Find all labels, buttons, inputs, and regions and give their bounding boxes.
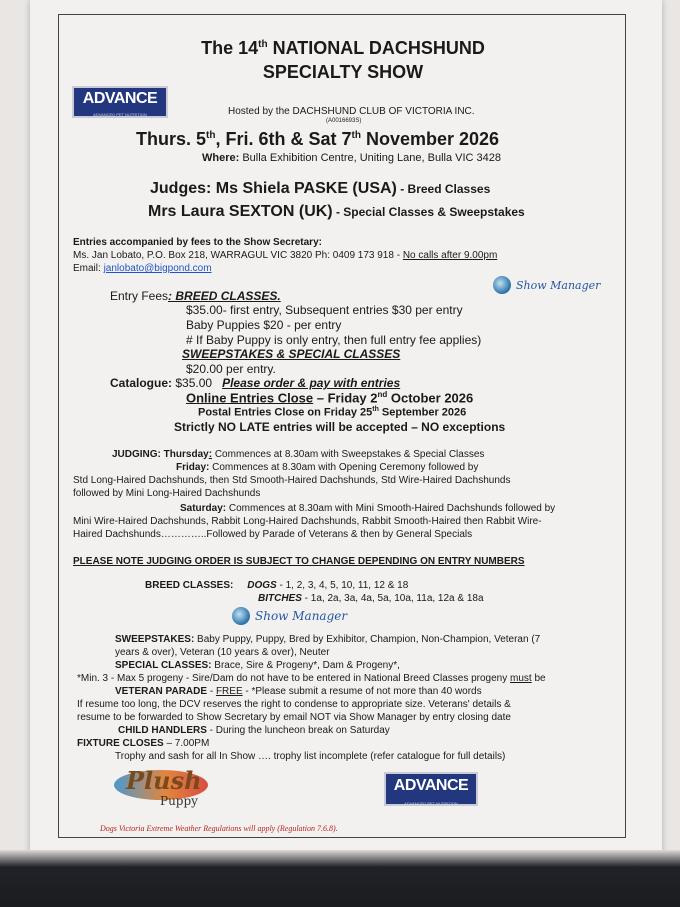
show-manager-logo-top: Show Manager xyxy=(493,276,600,294)
judge-2: Mrs Laura SEXTON (UK) - Special Classes & Sweepstakes xyxy=(148,203,525,220)
show-manager-logo-middle: Show Manager xyxy=(232,607,347,625)
judging-friday-l2: Std Long-Haired Dachshunds, then Std Smooth-Haired Dachshunds, Std Wire-Haired Dachshunds xyxy=(73,475,511,486)
advance-logo-top: ADVANCE ADVANCED PET NUTRITION xyxy=(72,86,168,118)
judging-saturday-l2: Mini Wire-Haired Dachshunds, Rabbit Long-Haired Dachshunds, Rabbit Smooth-Haired then Rabbit Wire- xyxy=(73,516,542,527)
flyer-title-line2: SPECIALTY SHOW xyxy=(262,62,424,82)
breed-classes-dogs: BREED CLASSES: DOGS - 1, 2, 3, 4, 5, 10, 11, 12 & 18 xyxy=(145,580,409,591)
fee-line-1: $35.00- first entry, Subsequent entries $30 per entry xyxy=(186,303,463,317)
fee-line-2: Baby Puppies $20 - per entry xyxy=(186,318,342,332)
judging-saturday: Saturday: Commences at 8.30am with Mini Smooth-Haired Dachshunds followed by xyxy=(180,503,556,514)
trophy-note: Trophy and sash for all In Show …. trophy list incomplete (refer catalogue for full details) xyxy=(115,751,506,762)
online-close: Online Entries Close – Friday 2nd October 2026 xyxy=(186,390,474,406)
judging-order-note: PLEASE NOTE JUDGING ORDER IS SUBJECT TO CHANGE DEPENDING ON ENTRY NUMBERS xyxy=(73,556,525,567)
breed-classes-bitches: BITCHES - 1a, 2a, 3a, 4a, 5a, 10a, 11a, 12a & 18a xyxy=(258,593,484,604)
plush-puppy-logo: Plush Puppy xyxy=(112,766,212,814)
advance-logo-bottom: ADVANCE ADVANCED PET NUTRITION xyxy=(384,772,478,806)
entry-fees-heading: Entry Fees: BREED CLASSES. xyxy=(110,289,281,303)
entries-heading: Entries accompanied by fees to the Show Secretary: xyxy=(73,237,322,248)
catalogue-line: Catalogue: $35.00 Please order & pay with entries xyxy=(110,376,401,390)
judging-friday: Friday: Commences at 8.30am with Opening Ceremony followed by xyxy=(176,462,479,473)
show-dates: Thurs. 5th, Fri. 6th & Sat 7th November 2026 xyxy=(136,129,500,149)
host-registration: (A0016693S) xyxy=(326,118,362,124)
flyer-title-line1: The 14th NATIONAL DACHSHUND xyxy=(201,38,485,58)
child-handlers: CHILD HANDLERS - During the luncheon break on Saturday xyxy=(118,725,390,736)
special-classes: SPECIAL CLASSES: Brace, Sire & Progeny*, Dam & Progeny*, xyxy=(115,660,400,671)
globe-icon xyxy=(232,607,250,625)
veteran-parade: VETERAN PARADE - FREE - *Please submit a resume of not more than 40 words xyxy=(115,686,482,697)
sweepstakes-fee: $20.00 per entry. xyxy=(186,362,276,376)
no-late-entries: Strictly NO LATE entries will be accepted – NO exceptions xyxy=(174,420,506,434)
secretary-email: Email: janlobato@bigpond.com xyxy=(73,263,212,274)
judging-saturday-l3: Haired Dachshunds…………..Followed by Parade of Veterans & then by General Specials xyxy=(73,529,473,540)
resume-note-l1: If resume too long, the DCV reserves the right to condense to appropriate size. Veterans' details & xyxy=(77,699,511,710)
globe-icon xyxy=(493,276,511,294)
fee-line-3: # If Baby Puppy is only entry, then full entry fee applies) xyxy=(186,333,482,347)
progeny-note: *Min. 3 - Max 5 progeny - Sire/Dam do not have to be entered in National Breed Classes progeny must be xyxy=(77,673,546,684)
host-text: Hosted by the DACHSHUND CLUB OF VICTORIA INC. xyxy=(228,106,475,117)
resume-note-l2: resume to be forwarded to Show Secretary by email NOT via Show Manager by entry closing date xyxy=(77,712,511,723)
sweepstakes-classes: SWEEPSTAKES: Baby Puppy, Puppy, Bred by Exhibitor, Champion, Non-Champion, Veteran (7 xyxy=(115,634,541,645)
venue: Where: Bulla Exhibition Centre, Uniting Lane, Bulla VIC 3428 xyxy=(202,152,501,164)
judging-thursday: JUDGING: Thursday: Commences at 8.30am with Sweepstakes & Special Classes xyxy=(112,449,485,460)
fixture-closes: FIXTURE CLOSES – 7.00PM xyxy=(77,738,210,749)
postal-close: Postal Entries Close on Friday 25th September 2026 xyxy=(198,406,467,419)
table-surface xyxy=(0,850,680,907)
sweepstakes-classes-l2: years & over), Veteran (10 years & over), Neuter xyxy=(115,647,330,658)
sweepstakes-fee-heading: SWEEPSTAKES & SPECIAL CLASSES xyxy=(182,347,401,361)
judging-friday-l3: followed by Mini Long-Haired Dachshunds xyxy=(73,488,261,499)
email-link[interactable]: janlobato@bigpond.com xyxy=(103,263,212,274)
weather-regulation-note: Dogs Victoria Extreme Weather Regulations will apply (Regulation 7.6.8). xyxy=(100,824,338,833)
secretary-address: Ms. Jan Lobato, P.O. Box 218, WARRAGUL VIC 3820 Ph: 0409 173 918 - No calls after 9.00pm xyxy=(73,250,498,261)
judge-1: Judges: Ms Shiela PASKE (USA) - Breed Classes xyxy=(150,180,491,197)
